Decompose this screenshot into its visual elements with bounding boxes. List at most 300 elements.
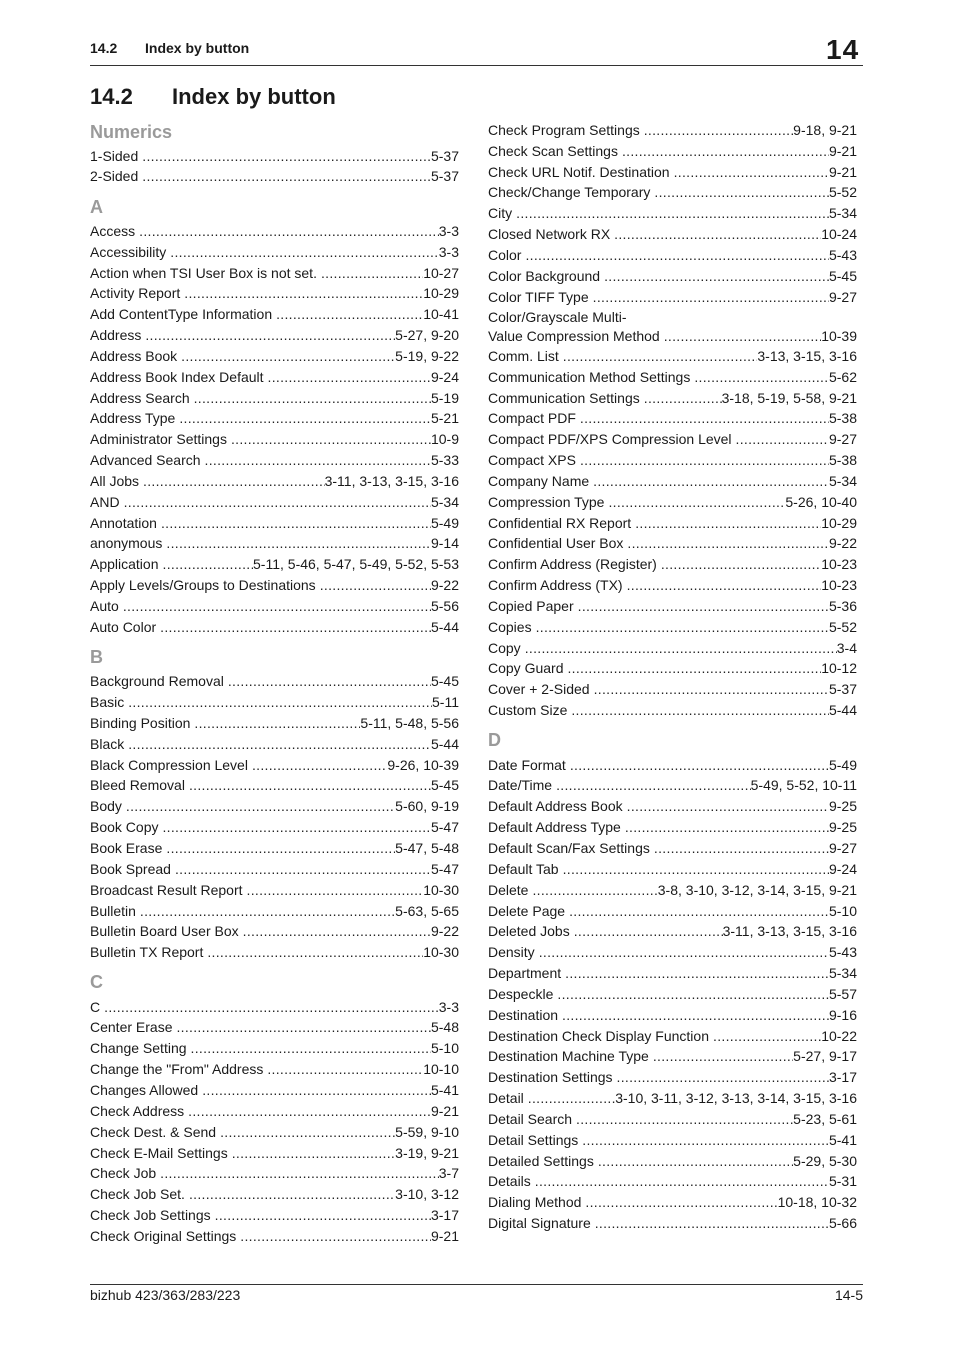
index-page-refs: 9-21 [430,1103,459,1119]
index-page-refs: 5-45 [828,268,857,284]
index-term: Advanced Search [90,452,201,468]
index-page-refs: 3-10, 3-11, 3-12, 3-13, 3-14, 3-15, 3-16 [615,1090,857,1106]
index-page-refs: 5-11 [432,694,459,710]
index-entry [90,1017,459,1037]
index-page-refs: 9-27 [828,840,857,856]
index-entry [90,325,459,345]
index-term: Confirm Address (TX) [488,577,623,593]
index-entry [488,245,857,265]
dot-leader [194,388,431,408]
dot-leader [574,921,723,941]
index-entry [90,796,459,816]
dot-leader [674,162,829,182]
index-entry [488,308,857,348]
index-entry [488,492,857,512]
index-letter-heading: Numerics [90,122,173,142]
dot-leader [580,408,829,428]
dot-leader [557,984,829,1004]
index-term: C [90,999,101,1015]
index-entry [488,120,857,140]
index-page-refs: 5-43 [828,944,857,960]
index-term: Cover + 2-Sided [488,681,590,697]
index-term: Auto [90,598,119,614]
index-entry [488,817,857,837]
index-entry [488,513,857,533]
index-page-refs: 10-24 [821,226,857,242]
index-term: Address Type [90,410,176,426]
dot-leader [194,713,360,733]
index-page-refs: 5-45 [430,673,459,689]
index-page-refs: 5-11, 5-48, 5-56 [360,715,459,731]
index-page-refs: 5-26, 10-40 [785,494,857,510]
dot-leader [570,755,829,775]
index-term: Date Format [488,757,566,773]
index-entry [90,429,459,449]
index-page-refs: 5-10 [430,1040,459,1056]
index-page-refs: 5-37 [430,168,459,184]
index-letter-heading: D [488,730,501,750]
dot-leader [160,1163,439,1183]
index-entry [488,224,857,244]
dot-leader [191,1038,431,1058]
page-title-number: 14.2 [90,84,133,109]
dot-leader [593,287,829,307]
index-entry [488,838,857,858]
running-header [90,40,335,56]
index-page-refs: 5-63, 5-65 [395,903,459,919]
dot-leader [321,263,423,283]
index-page-refs: 10-41 [423,306,459,322]
index-page-refs: 5-10 [828,903,857,919]
index-term: Add ContentType Information [90,306,273,322]
index-term: Communication Method Settings [488,369,691,385]
index-entry [488,367,857,387]
index-letter-heading: A [90,197,103,217]
index-page-refs: 10-30 [423,944,459,960]
dot-leader [184,283,423,303]
index-term: Delete Page [488,903,566,919]
index-term: Binding Position [90,715,191,731]
index-term: Compression Type [488,494,605,510]
index-entry-line [488,326,857,346]
dot-leader [627,533,829,553]
index-entry [90,1205,459,1225]
dot-leader [143,471,325,491]
index-page-refs: 5-48 [430,1019,459,1035]
index-page-refs: 5-66 [828,1215,857,1231]
index-page-refs: 5-41 [430,1082,459,1098]
index-entry [488,679,857,699]
index-term: Compact XPS [488,452,576,468]
index-entry [90,859,459,879]
dot-leader [617,1067,829,1087]
index-page-refs: 5-33 [430,452,459,468]
dot-leader [104,997,439,1017]
dot-leader [644,120,793,140]
dot-leader [654,182,829,202]
dot-leader [571,700,829,720]
index-term: Activity Report [90,285,181,301]
index-term: Check Program Settings [488,122,640,138]
index-page-refs: 5-47 [430,819,459,835]
index-entry [488,596,857,616]
index-entry [488,859,857,879]
index-entry [90,146,459,166]
index-entry [488,1192,857,1212]
index-page-refs: 10-12 [821,660,857,676]
index-term: Department [488,965,562,981]
index-entry [488,1088,857,1108]
index-entry [488,1151,857,1171]
dot-leader [608,492,785,512]
index-entry [90,617,459,637]
index-term: 1-Sided [90,148,139,164]
index-term-continued: Value Compression Method [488,328,660,344]
dot-leader [247,880,424,900]
dot-leader [252,755,387,775]
dot-leader [320,575,431,595]
dot-leader [128,692,432,712]
dot-leader [516,203,829,223]
footer-model-name: bizhub 423/363/283/223 [90,1287,241,1303]
index-page-refs: 9-22 [430,577,459,593]
index-page-refs: 5-31 [828,1173,857,1189]
dot-leader [627,575,822,595]
index-entry [488,658,857,678]
index-page-refs: 10-18, 10-32 [777,1194,857,1210]
index-term: Administrator Settings [90,431,227,447]
dot-leader [556,775,751,795]
index-term: Book Spread [90,861,171,877]
index-term: Action when TSI User Box is not set. [90,265,317,281]
index-term: Check Job Settings [90,1207,211,1223]
index-term: Destination Machine Type [488,1048,649,1064]
index-term: Address Book Index Default [90,369,264,385]
index-page-refs: 5-21 [430,410,459,426]
index-entry [90,166,459,186]
index-page-refs: 10-27 [423,265,459,281]
dot-leader [188,1101,431,1121]
index-term: Detailed Settings [488,1153,594,1169]
index-entry [90,492,459,512]
index-entry [488,700,857,720]
index-entry [90,997,459,1017]
index-term: Check/Change Temporary [488,184,651,200]
index-page-refs: 3-18, 5-19, 5-58, 9-21 [721,390,857,406]
index-page-refs: 5-37 [430,148,459,164]
dot-leader [232,1143,395,1163]
index-page-refs: 10-39 [821,328,857,344]
index-entry [90,817,459,837]
index-term: Accessibility [90,244,167,260]
index-page-refs: 9-24 [430,369,459,385]
dot-leader [181,346,395,366]
dot-leader [535,1171,829,1191]
dot-leader [598,1151,793,1171]
index-term: Date/Time [488,777,553,793]
index-term: Despeckle [488,986,554,1002]
index-page-refs: 3-10, 3-12 [395,1186,459,1202]
index-term: Details [488,1173,531,1189]
index-entry [90,1080,459,1100]
index-page-refs: 5-34 [828,965,857,981]
index-term: Confidential RX Report [488,515,632,531]
dot-leader [140,901,395,921]
index-page-refs: 5-23, 5-61 [793,1111,857,1127]
page-title-text: Index by button [172,84,336,109]
index-term: Address Book [90,348,178,364]
index-entry [90,671,459,691]
index-term: anonymous [90,535,163,551]
index-page-refs: 10-30 [423,882,459,898]
dot-leader [563,346,758,366]
index-term: Detail [488,1090,524,1106]
index-page-refs: 5-11, 5-46, 5-47, 5-49, 5-52, 5-53 [253,556,459,572]
dot-leader [142,146,431,166]
index-entry [90,1038,459,1058]
index-term: Communication Settings [488,390,640,406]
index-entry [90,921,459,941]
index-page-refs: 9-22 [430,923,459,939]
index-entry [90,533,459,553]
index-entry [90,1184,459,1204]
dot-leader [576,1109,793,1129]
index-term: Destination Check Display Function [488,1028,709,1044]
index-entry [488,880,857,900]
index-term: Copy Guard [488,660,564,676]
index-term: All Jobs [90,473,140,489]
index-entry [488,1171,857,1191]
index-page-refs: 3-4 [836,640,857,656]
index-page-refs: 5-19 [430,390,459,406]
dot-leader [276,304,423,324]
index-page-refs: 5-57 [828,986,857,1002]
dot-leader [160,617,431,637]
index-term: Color/Grayscale Multi- [488,309,627,325]
index-page-refs: 3-17 [828,1069,857,1085]
index-term: Company Name [488,473,590,489]
index-term: Broadcast Result Report [90,882,243,898]
index-entry [90,388,459,408]
index-letter-heading: C [90,972,103,992]
index-page-refs: 5-59, 9-10 [395,1124,459,1140]
index-entry [90,283,459,303]
index-page-refs: 5-34 [828,205,857,221]
dot-leader [176,1017,430,1037]
dot-leader [240,1226,431,1246]
dot-leader [142,166,431,186]
dot-leader [123,596,431,616]
index-page-refs: 9-22 [828,535,857,551]
index-page-refs: 5-29, 5-30 [793,1153,857,1169]
index-entry [90,1101,459,1121]
index-page-refs: 3-19, 9-21 [395,1145,459,1161]
index-page-refs: 5-36 [828,598,857,614]
index-page-refs: 9-21 [828,143,857,159]
dot-leader [139,221,439,241]
index-entry [488,266,857,286]
dot-leader [145,325,395,345]
index-entry [488,942,857,962]
index-page-refs: 10-23 [821,577,857,593]
index-term: Annotation [90,515,157,531]
index-term: Copied Paper [488,598,574,614]
index-page-refs: 3-3 [438,223,459,239]
index-term: Address Search [90,390,190,406]
index-page-refs: 5-47, 5-48 [395,840,459,856]
index-entry [90,1226,459,1246]
dot-leader [163,554,254,574]
index-page-refs: 5-27, 9-17 [793,1048,857,1064]
index-entry [488,141,857,161]
index-entry [488,408,857,428]
index-term: Dialing Method [488,1194,582,1210]
index-page-refs: 10-29 [423,285,459,301]
index-page-refs: 5-27, 9-20 [395,327,459,343]
dot-leader [532,880,657,900]
dot-leader [622,141,829,161]
dot-leader [215,1205,431,1225]
dot-leader [179,408,431,428]
index-page-refs: 5-19, 9-22 [395,348,459,364]
chapter-number: 14 [826,34,860,65]
index-page-refs: 5-34 [430,494,459,510]
index-entry [90,471,459,491]
index-term: Digital Signature [488,1215,591,1231]
dot-leader [231,429,431,449]
index-entry [90,513,459,533]
index-entry [90,450,459,470]
index-entry [90,942,459,962]
index-term: Check Job Set. [90,1186,185,1202]
index-term: Auto Color [90,619,157,635]
index-term: Detail Search [488,1111,573,1127]
index-term: Address [90,327,142,343]
dot-leader [268,367,431,387]
index-entry [488,450,857,470]
index-page-refs: 5-38 [828,452,857,468]
index-term: Book Copy [90,819,159,835]
index-page-refs: 9-26, 10-39 [387,757,459,773]
index-term: Application [90,556,159,572]
index-entry [488,1067,857,1087]
dot-leader [220,1122,395,1142]
index-term: Confirm Address (Register) [488,556,657,572]
dot-leader [653,1046,793,1066]
index-term: Color Background [488,268,601,284]
dot-leader [161,513,431,533]
index-page-refs: 5-49, 5-52, 10-11 [750,777,857,793]
dot-leader [202,1080,431,1100]
index-entry [90,596,459,616]
index-page-refs: 5-37 [828,681,857,697]
index-entry [488,638,857,658]
index-page-refs: 5-56 [430,598,459,614]
index-entry [488,921,857,941]
footer-page-number: 14-5 [834,1287,863,1303]
index-term: Bleed Removal [90,777,185,793]
dot-leader [594,679,829,699]
index-letter-heading: B [90,647,103,667]
index-term: Change the "From" Address [90,1061,264,1077]
index-term: Custom Size [488,702,568,718]
index-term: Density [488,944,535,960]
index-page-refs: 3-3 [438,999,459,1015]
dot-leader [166,838,395,858]
index-page-refs: 5-60, 9-19 [395,798,459,814]
index-entry [488,1130,857,1150]
index-term: Apply Levels/Groups to Destinations [90,577,316,593]
dot-leader [664,326,821,346]
index-term: Background Removal [90,673,224,689]
index-term: City [488,205,513,221]
index-entry [488,796,857,816]
index-entry [488,346,857,366]
index-term: Check Job [90,1165,157,1181]
index-entry [90,367,459,387]
index-term: AND [90,494,120,510]
index-entry [488,755,857,775]
index-term: Destination Settings [488,1069,613,1085]
dot-leader [582,1130,829,1150]
index-page-refs: 9-25 [828,819,857,835]
index-entry [90,221,459,241]
index-term: Compact PDF [488,410,576,426]
index-entry [488,1213,857,1233]
index-page-refs: 5-49 [828,757,857,773]
index-term: Access [90,223,136,239]
index-entry [488,575,857,595]
dot-leader [525,245,829,265]
index-term: Compact PDF/XPS Compression Level [488,431,732,447]
index-term: Check URL Notif. Destination [488,164,670,180]
index-term: Check Address [90,1103,185,1119]
index-entry [90,346,459,366]
dot-leader [126,796,395,816]
index-page-refs: 5-41 [828,1132,857,1148]
index-entry [488,533,857,553]
index-entry [488,287,857,307]
index-term: Bulletin [90,903,136,919]
dot-leader [569,901,829,921]
index-entry [90,775,459,795]
dot-leader [578,596,829,616]
index-page-refs: 5-52 [828,619,857,635]
index-page-refs: 9-16 [828,1007,857,1023]
index-entry [90,1059,459,1079]
dot-leader [205,450,431,470]
dot-leader [228,671,431,691]
index-term: Detail Settings [488,1132,579,1148]
index-page-refs: 10-29 [821,515,857,531]
header-section-title: Index by button [145,40,250,56]
index-term: Deleted Jobs [488,923,570,939]
dot-leader [595,1213,829,1233]
index-page-refs: 5-38 [828,410,857,426]
index-term: Closed Network RX [488,226,611,242]
index-page-refs: 3-3 [438,244,459,260]
dot-leader [565,963,829,983]
dot-leader [585,1192,777,1212]
index-page-refs: 9-14 [430,535,459,551]
index-entry [90,1122,459,1142]
index-entry [488,617,857,637]
index-term: Color [488,247,522,263]
index-entry [90,408,459,428]
index-entry [488,1026,857,1046]
index-term: Bulletin TX Report [90,944,204,960]
index-entry [90,575,459,595]
